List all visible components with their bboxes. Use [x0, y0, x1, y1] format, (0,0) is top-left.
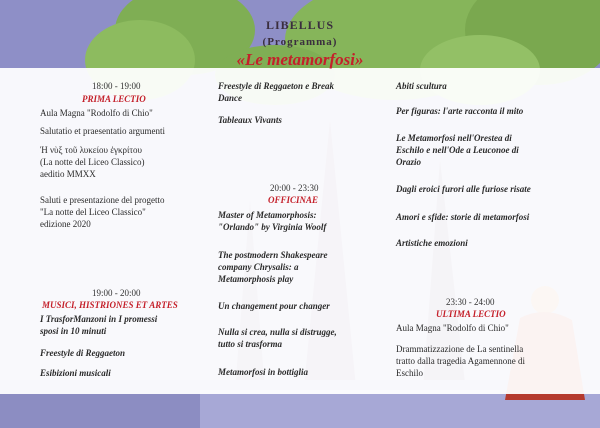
list-item: Eschilo — [396, 368, 423, 378]
prima-lectio-title: PRIMA LECTIO — [82, 94, 146, 104]
list-item: tratto dalla tragedia Agamennone di — [396, 356, 525, 366]
list-item: Abiti scultura — [396, 81, 447, 91]
list-item: Freestyle di Reggaeton — [40, 348, 125, 358]
list-item: "La notte del Liceo Classico" — [40, 207, 146, 217]
musici-time: 19:00 - 20:00 — [92, 288, 141, 298]
ultima-lectio-time: 23:30 - 24:00 — [446, 297, 495, 307]
list-item: Un changement pour changer — [218, 301, 330, 311]
list-item: edizione 2020 — [40, 219, 91, 229]
list-item: I TrasforManzoni in I promessi — [40, 314, 158, 324]
list-item: Master of Metamorphosis: — [218, 210, 317, 220]
list-item: Salutatio et praesentatio argumenti — [40, 126, 166, 136]
list-item: Aula Magna "Rodolfo di Chio" — [40, 108, 153, 118]
header-libellus: LIBELLUS — [265, 18, 335, 32]
list-item: Freestyle di Reggaeton e Break — [218, 81, 334, 91]
list-item: Nulla si crea, nulla si distrugge, — [218, 327, 337, 337]
list-item: Saluti e presentazione del progetto — [40, 195, 165, 205]
officinae-time: 20:00 - 23:30 — [270, 183, 319, 193]
list-item: Eschilo e nell'Ode a Leuconoe di — [396, 145, 519, 155]
list-item: tutto si trasforma — [218, 339, 283, 349]
list-item: Amori e sfide: storie di metamorfosi — [396, 212, 530, 222]
list-item: sposi in 10 minuti — [40, 326, 107, 336]
list-item: aeditio MMXX — [40, 169, 96, 179]
list-item: The postmodern Shakespeare — [218, 250, 328, 260]
list-item: Esibizioni musicali — [40, 368, 111, 378]
list-item: Drammatizzazione de La sentinella — [396, 344, 524, 354]
list-item: Le Metamorfosi nell'Orestea di — [396, 133, 512, 143]
list-item: Tableaux Vivants — [218, 115, 282, 125]
musici-title: MUSICI, HISTRIONES ET ARTES — [42, 300, 178, 310]
list-item: Metamorphosis play — [218, 274, 294, 284]
list-item: Ἡ νὺξ τοῦ λυκείου ἐγκρίτου — [40, 145, 142, 155]
list-item: Aula Magna "Rodolfo di Chio" — [396, 323, 509, 333]
page-title: «Le metamorfosi» — [236, 50, 364, 69]
list-item: Orazio — [396, 157, 422, 167]
list-item: Per figuras: l'arte racconta il mito — [396, 106, 524, 116]
list-item: Artistiche emozioni — [396, 238, 468, 248]
list-item: Dance — [218, 93, 242, 103]
officinae-title: OFFICINAE — [268, 195, 319, 205]
prima-lectio-time: 18:00 - 19:00 — [92, 81, 141, 91]
header-programma: (Programma) — [262, 36, 338, 48]
ultima-lectio-title: ULTIMA LECTIO — [436, 309, 506, 319]
list-item: Metamorfosi in bottiglia — [218, 367, 309, 377]
list-item: Dagli eroici furori alle furiose risate — [396, 184, 531, 194]
list-item: (La notte del Liceo Classico) — [40, 157, 145, 167]
list-item: "Orlando" by Virginia Woolf — [218, 222, 327, 232]
list-item: company Chrysalis: a — [218, 262, 299, 272]
